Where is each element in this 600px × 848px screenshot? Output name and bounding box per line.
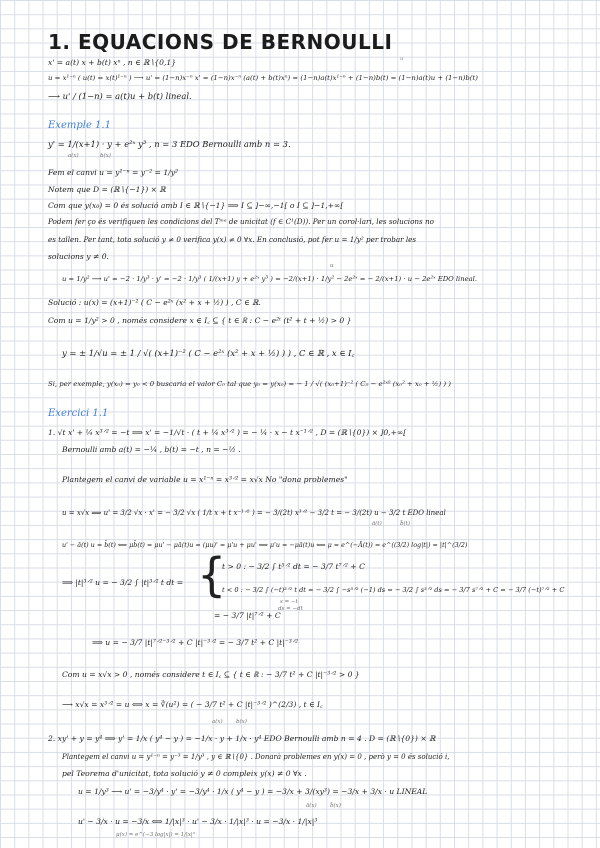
exercise-line-1: 1. √t x' + ¼ x³ᐟ² = −t ⟹ x' = −1/√t · ( t + ¼ x³ᐟ² ) = − ¼ · x − t x⁻¹ᐟ² , D = (ℝ∖{0}) × ]0,+∞[ (48, 428, 407, 437)
intro-line-3: ⟶ u' / (1−n) = a(t)u + b(t) lineal. (48, 91, 192, 101)
exercise-heading: Exercici 1.1 (48, 408, 109, 419)
intro-line-2: u = x¹⁻ⁿ ( u(t) = x(t)¹⁻ⁿ ) ⟶ u' = (1−n)x⁻ⁿ x' = (1−n)x⁻ⁿ (a(t) + b(t)xⁿ) = (1−n)a(t)x¹⁻ⁿ + (1−n)b(t) = (1−n)a(t)u + (1−n)b(t) (48, 74, 478, 82)
exercise-line-12: Plantegem el canvi u = y¹⁻ⁿ = y⁻³ = 1/y³ , y ∈ ℝ∖{0} . Donarà problemes en y(x) = 0 , però y = 0 és solució i, (62, 753, 450, 761)
exercise-annotation-ds: ds = −dt (278, 606, 303, 612)
intro-annotation-u: u (400, 56, 404, 62)
example-line-8: u = 1/y² ⟶ u' = −2 · 1/y³ · y' = −2 · 1/y³ ( 1/(x+1) y + e²ˣ y³ ) = −2/(x+1) · 1/y² − 2e²ˣ = − 2/(x+1) · u − 2e²ˣ EDO lineal. (62, 275, 478, 283)
example-line-4: Com que y(x₀) = 0 és solució amb I ∈ ℝ∖{−1} ⟹ I ⊆ ]−∞,−1[ o I ⊆ ]−1,+∞[ (48, 201, 344, 210)
example-heading: Exemple 1.1 (48, 120, 111, 131)
exercise-annotation-mu: μ(x) = e^(−3 log|x|) = 1/|x|³ (116, 832, 195, 838)
example-annotation-u: u (330, 263, 334, 269)
example-line-5: Podem fer ço és verifiquen les condicions del Tᵐᵃ de unicitat (f ∈ C¹(D)). Per un corol·lari, les solucions no (48, 217, 434, 226)
example-line-9: Solució : u(x) = (x+1)⁻² ( C − e²ˣ (x² + x + ½) ) , C ∈ ℝ. (48, 298, 261, 307)
exercise-line-5: u' − ā(t) u = b̄(t) ⟺ μb̄(t) = μu' − μā(t)u = (μu)' = μ'u + μu' ⟺ μ'u = −μā(t)u ⟺ μ = e^(−Ā(t)) = e^((3/2) log|t|) = |t|^(3/2) (62, 541, 468, 549)
exercise-annotation-at: ā(t) (372, 521, 382, 527)
exercise-annotation-bt: b̄(t) (400, 521, 411, 527)
exercise-annotation-st: s = −t (280, 599, 298, 605)
exercise-line-11: 2. xy' + y = y⁴ ⟹ y' = 1/x ( y⁴ − y ) = −1/x · y + 1/x · y⁴ EDO Bernoulli amb n = 4 . D = (ℝ∖{0}) × ℝ (48, 734, 436, 743)
exercise-line-8: ⟹ u = − 3/7 |t|⁷ᐟ²⁻³ᐟ² + C |t|⁻³ᐟ² = − 3/7 t² + C |t|⁻³ᐟ² (92, 638, 299, 647)
intro-line-1: x' = a(t) x + b(t) xⁿ , n ∈ ℝ∖{0,1} (48, 58, 177, 67)
example-line-1: y' = 1/(x+1) · y + e²ˣ y³ , n = 3 EDO Bernoulli amb n = 3. (48, 139, 291, 149)
example-annotation-ax: a(x) (68, 153, 79, 159)
exercise-annotation-ax3: ā(x) (306, 803, 317, 809)
exercise-line-15: u' − 3/x · u = −3/x ⟺ 1/|x|³ · u' − 3/x · 1/|x|³ · u = −3/x · 1/|x|³ (78, 817, 318, 826)
exercise-annotation-bx3: b̄(x) (330, 803, 341, 809)
example-line-6: es tallen. Per tant, tota solució y ≠ 0 verifica y(x) ≠ 0 ∀x. En conclusió, pot fer u = 1/y² per trobar les (48, 235, 417, 244)
exercise-line-10: ⟶ x√x = x³ᐟ² = u ⟺ x = ∛(u²) = ( − 3/7 t² + C |t|⁻³ᐟ² )^(2/3) , t ∈ I꜀ (62, 700, 323, 709)
exercise-case-positive: t > 0 : − 3/2 ∫ t⁵ᐟ² dt = − 3/7 t⁷ᐟ² + C (222, 562, 365, 571)
exercise-case-negative: t < 0 : − 3/2 ∫ (−t)³ᐟ² t dt = − 3/2 ∫ −s³ᐟ² (−1) ds = − 3/2 ∫ s³ᐟ² ds = − 3/7 s⁷ᐟ² + C = − 3/7 (−t)⁷ᐟ² + C (222, 586, 565, 594)
exercise-line-14: u = 1/y³ ⟶ u' = −3/y⁴ · y' = −3/y⁴ · 1/x ( y⁴ − y ) = −3/x + 3/(xy³) = −3/x + 3/x · u LINEAL (78, 787, 428, 796)
exercise-line-13: pel Teorema d'unicitat, tota solució y ≠ 0 compleix y(x) ≠ 0 ∀x . (62, 769, 307, 778)
example-line-3: Notem que D = (ℝ∖{−1}) × ℝ (48, 185, 166, 194)
exercise-line-7: = − 3/7 |t|⁷ᐟ² + C (214, 611, 281, 620)
exercise-line-2: Bernoulli amb a(t) = −¼ , b(t) = −t , n = −½ . (62, 445, 241, 454)
example-line-7: solucions y ≠ 0. (48, 252, 109, 261)
exercise-line-4: u = x√x ⟹ u' = 3/2 √x · x' = − 3/2 √x ( 1/t x + t x⁻¹ᐟ² ) = − 3/(2t) x³ᐟ² − 3/2 t = − 3/(2t) u − 3/2 t EDO lineal (62, 509, 446, 517)
example-line-10: Com u = 1/y² > 0 , només considere x ∈ I꜀ ⊆ { t ∈ ℝ : C − e²ᵗ (t² + t + ½) > 0 } (48, 316, 352, 325)
example-line-12: Si, per exemple, y(x₀) = y₀ < 0 buscaria el valor C₀ tal que y₀ = y(x₀) = − 1 / √( (x₀+1)⁻² ( C₀ − e²ˣ⁰ (x₀² + x₀ + ½) ) ) (48, 380, 451, 388)
page-title: 1. EQUACIONS DE BERNOULLI (48, 30, 393, 54)
exercise-line-3: Plantegem el canvi de variable u = x¹⁻ⁿ = x³ᐟ² = x√x No "dona problemes" (62, 475, 348, 484)
exercise-annotation-bx2: b(x) (236, 719, 247, 725)
example-line-2: Fem el canvi u = y¹⁻ⁿ = y⁻² = 1/y² (48, 168, 179, 177)
example-line-11: y = ± 1/√u = ± 1 / √( (x+1)⁻² ( C − e²ˣ (x² + x + ½) ) ) , C ∈ ℝ , x ∈ I꜀ (62, 348, 355, 358)
exercise-line-9: Com u = x√x > 0 , només considere t ∈ I꜀ ⊆ { t ∈ ℝ : − 3/7 t² + C |t|⁻³ᐟ² > 0 } (62, 670, 360, 679)
example-annotation-bx: b(x) (100, 153, 111, 159)
exercise-line-6: ⟹ |t|³ᐟ² u = − 3/2 ∫ |t|³ᐟ² t dt = (62, 578, 184, 587)
exercise-annotation-ax2: a(x) (212, 719, 223, 725)
case-brace: { (197, 548, 227, 602)
